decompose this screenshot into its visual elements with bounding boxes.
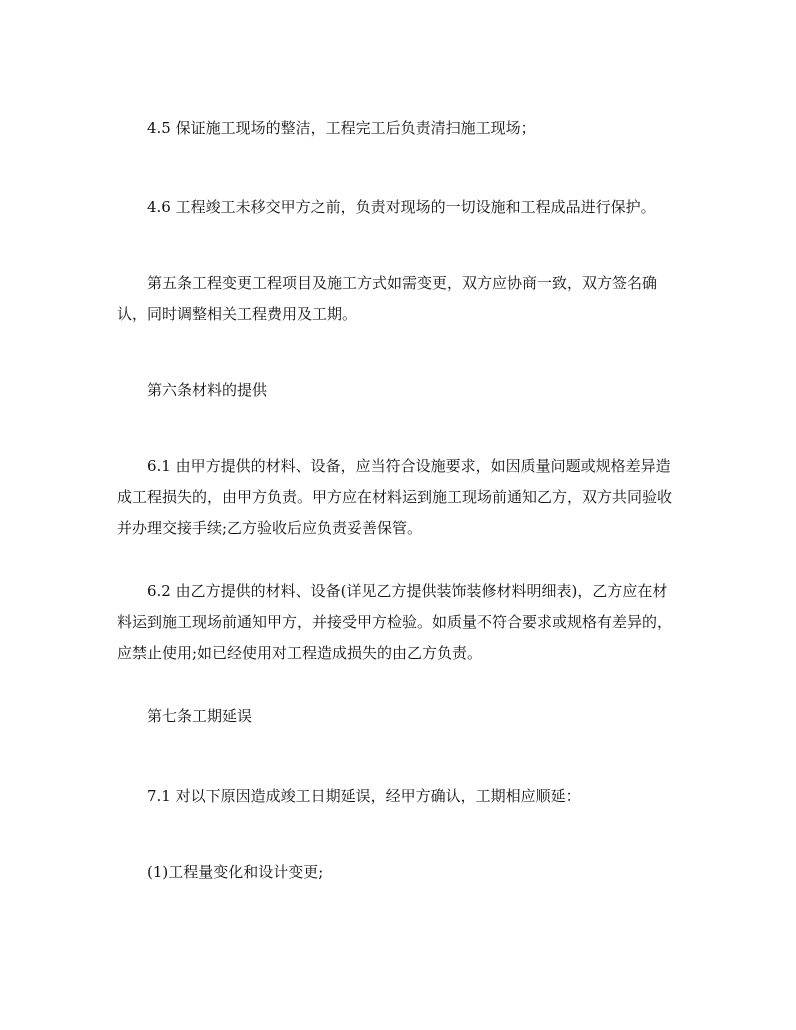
clause-6-2: 6.2 由乙方提供的材料、设备(详见乙方提供装饰装修材料明细表)，乙方应在材料运到施工现场前通知甲方，并接受甲方检验。如质量不符合要求或规格有差异的，应禁止使用;如已经使用对工程造成损失的由乙方负责。 [117,582,673,662]
clause-4-6: 4.6 工程竣工未移交甲方之前，负责对现场的一切设施和工程成品进行保护。 [147,198,656,216]
article-6-heading: 第六条材料的提供 [147,381,268,399]
clause-6-1: 6.1 由甲方提供的材料、设备，应当符合设施要求，如因质量问题或规格差异造成工程损失的，由甲方负责。甲方应在材料运到施工现场前通知乙方，双方共同验收并办理交接手续;乙方验收后应负责妥善保管。 [117,457,673,537]
item-1-scope-change: (1)工程量变化和设计变更; [147,863,324,881]
clause-4-5: 4.5 保证施工现场的整洁，工程完工后负责清扫施工现场； [147,119,536,137]
article-7-heading: 第七条工期延误 [147,707,253,725]
article-5-changes: 第五条工程变更工程项目及施工方式如需变更，双方应协商一致，双方签名确认，同时调整相关工程费用及工期。 [117,274,658,323]
clause-7-1: 7.1 对以下原因造成竣工日期延误，经甲方确认，工期相应顺延： [147,787,581,805]
